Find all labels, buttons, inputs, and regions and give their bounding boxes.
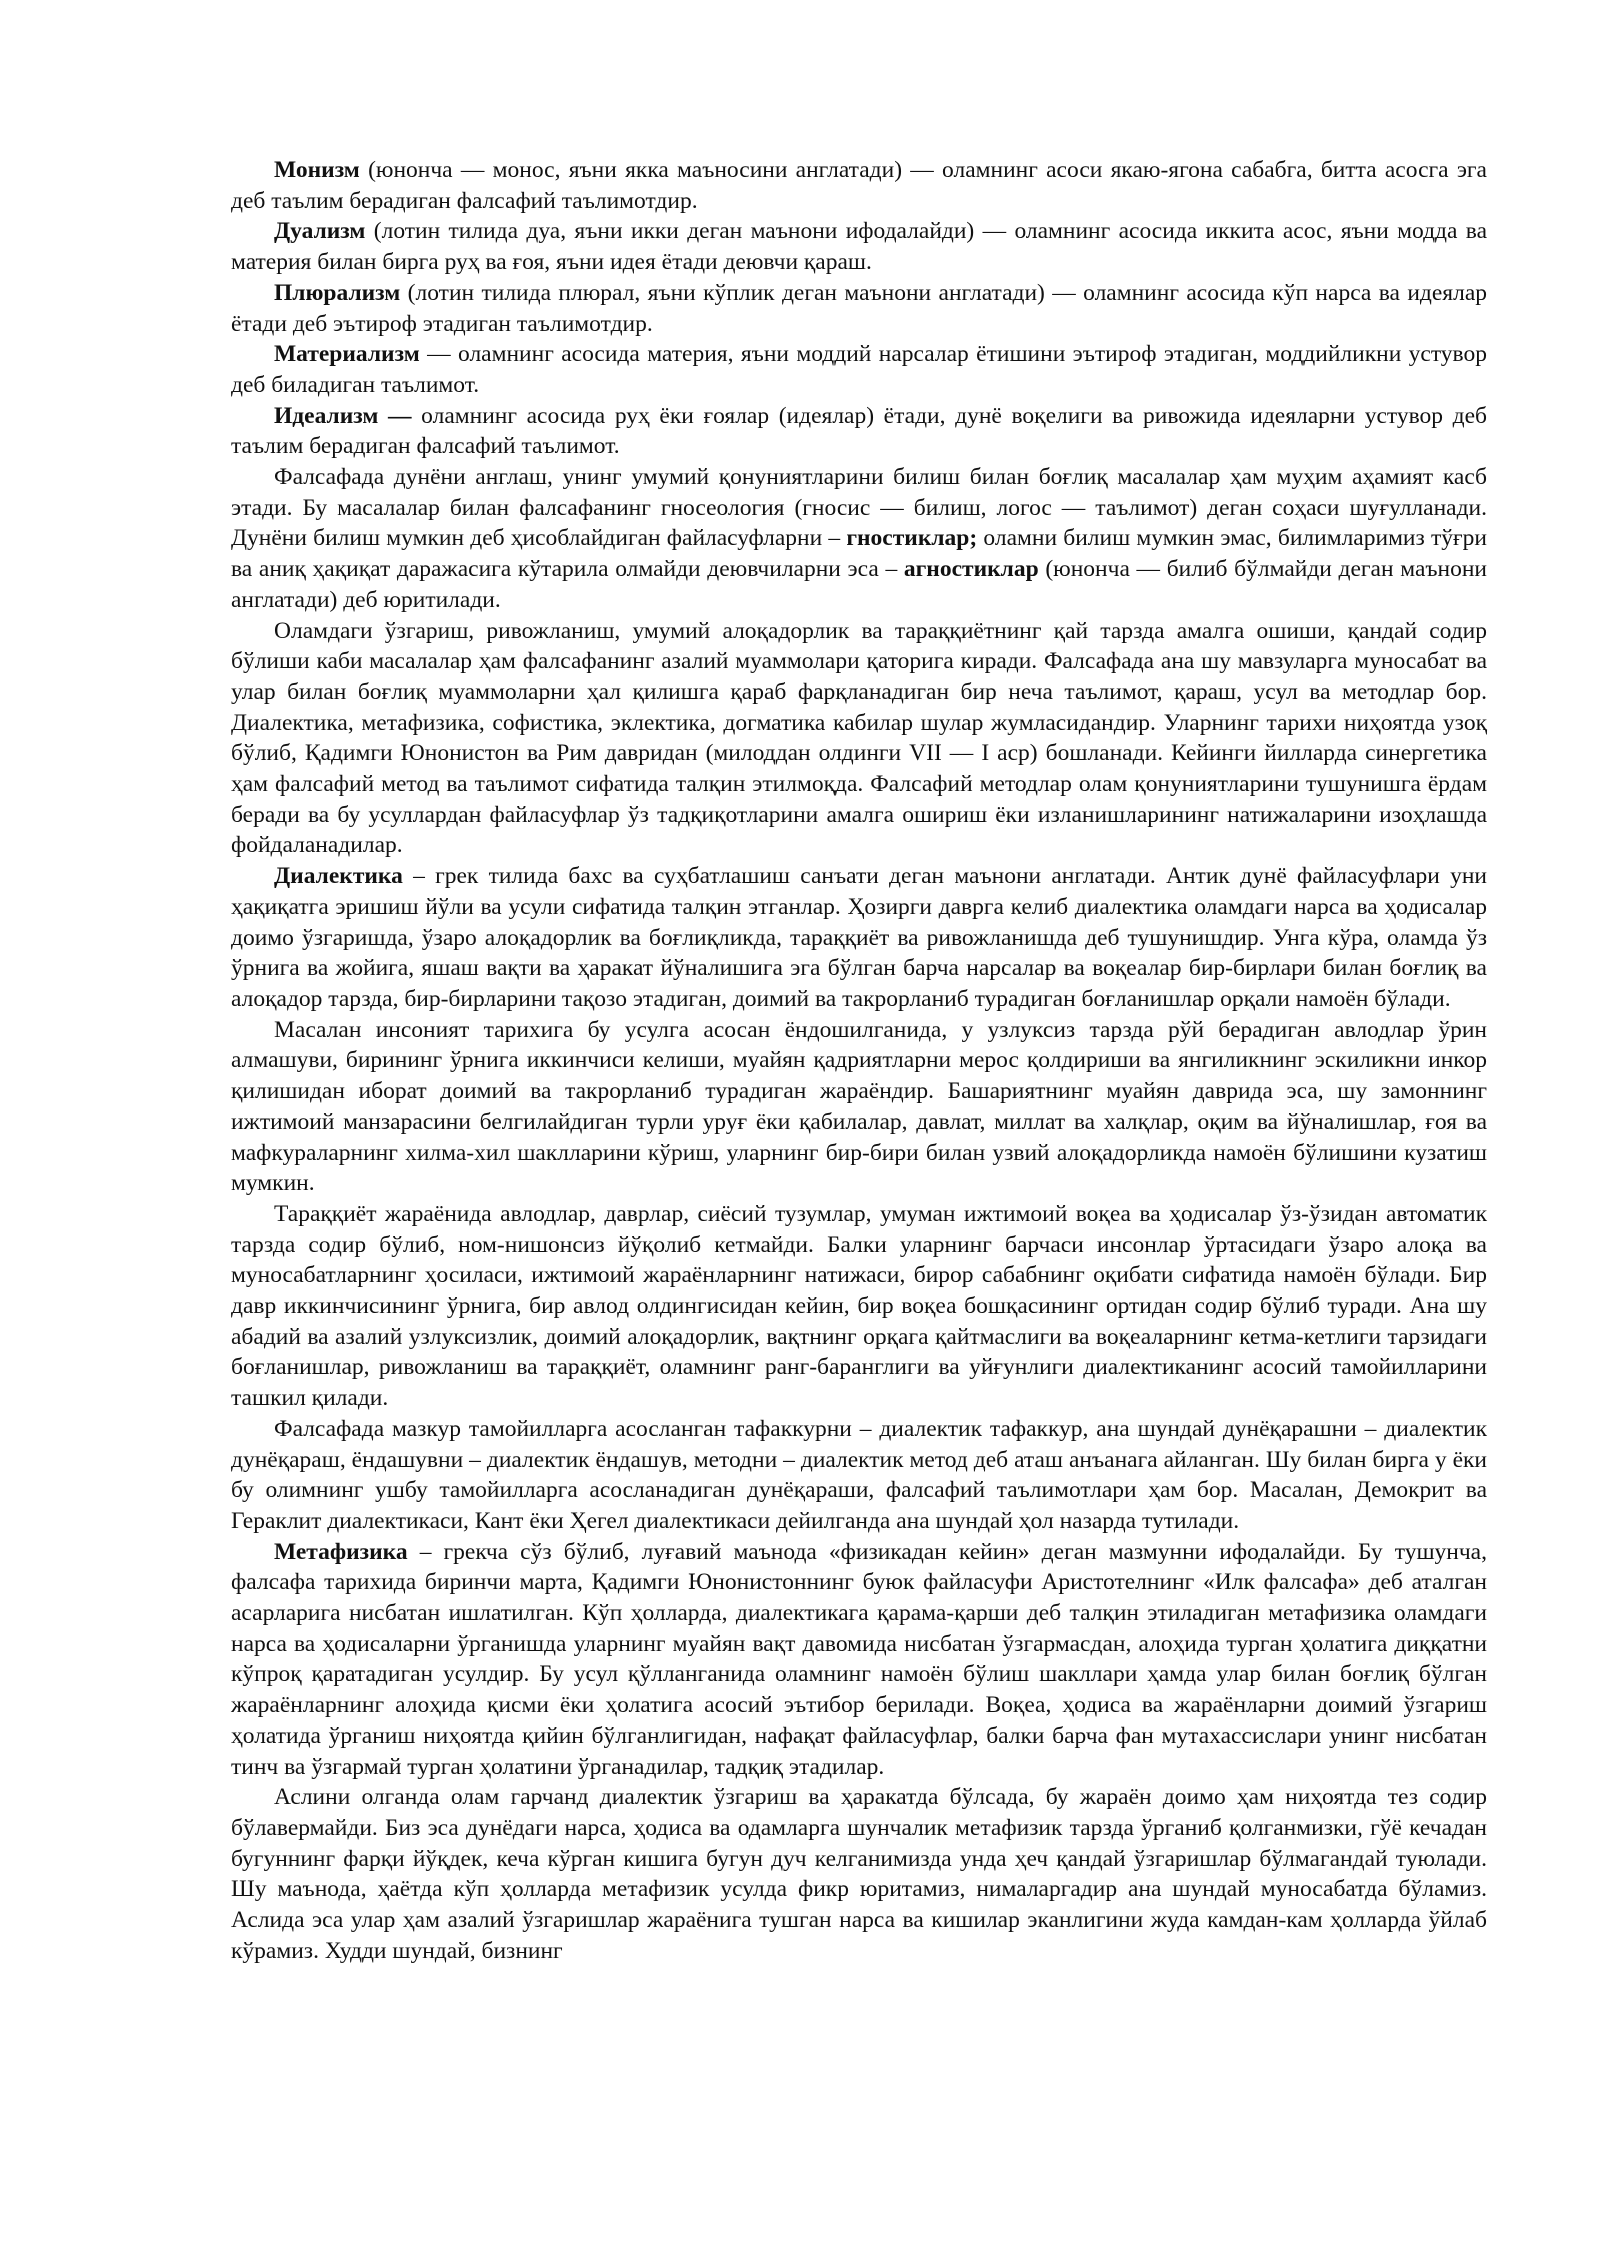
paragraph-history-example xyxy=(231,1015,1487,1199)
term-idealism: Идеализм — xyxy=(274,402,412,429)
definition-dialectics: – грек тилида бахс ва суҳбатлашиш санъати деган маънони англатади. Антик дунё файласуфлари уни ҳақиқатга эришиш йўли ва усули сифатида талқин этганлар. Ҳозирги даврга келиб диалектика оламдаги нарса ва ҳодисалар доимо ўзгаришда, ўзаро алоқадорлик ва боғлиқликда, тараққиёт ва ривожланишда деб тушунишдир. Унга кўра, оламда ўз ўрнига ва жойига, яшаш вақти ва ҳаракат йўналишига эга бўлган барча нарсалар ва воқеалар бир-бирлари билан боғлиқ ва алоқадор тарзда, бир-бирларини тақозо этадиган, доимий ва такрорланиб турадиган боғланишлар орқали намоён бўлади. xyxy=(231,863,1487,1012)
history-example-text: Масалан инсоният тарихига бу усулга асосан ёндошилганида, у узлуксиз тарзда рўй берадиган авлодлар ўрин алмашуви, бирининг ўрнига иккинчиси келиши, муайян қадриятларни мерос қолдириши ва янгиликнинг эскиликни инкор қилишидан иборат доимий ва такрорланиб турадиган жараёндир. Башариятнинг муайян даврида эса, шу замоннинг ижтимоий манзарасини белгилайдиган турли уруғ ёки қабилалар, давлат, миллат ва халқлар, оқим ва йўналишлар, ғоя ва мафкураларнинг хилма-хил шаклларини кўриш, уларнинг бир-бири билан узвий алоқадорликда намоён бўлишини кузатиш мумкин. xyxy=(231,1016,1487,1197)
gnoseology-tail: (юнонча — билиб бўлмайди деган маънони англатади) деб юритилади. xyxy=(231,556,1488,613)
definition-idealism: оламнинг асосида руҳ ёки ғоялар (идеялар) ётади, дунё воқелиги ва ривожида идеяларни устувор деб таълим берадиган фалсафий таълимот. xyxy=(231,402,1487,460)
term-gnostics: гностиклар; xyxy=(846,525,978,552)
term-dialectics: Диалектика xyxy=(274,863,403,890)
gnoseology-middle: оламни билиш мумкин эмас, билимларимиз тўғри ва аниқ ҳақиқат даражасига кўтарила олмайди деювчиларни эса – xyxy=(231,525,1487,583)
term-agnostics: агностиклар xyxy=(903,556,1039,583)
change-text: Аслини олганда олам гарчанд диалектик ўзгариш ва ҳаракатда бўлсада, бу жараён доимо ҳам ниҳоятда тез содир бўлавермайди. Биз эса дунёдаги нарса, ҳодиса ва одамларга шунчалик метафизик тарзда ўрганиб қолганмизки, гўё кечадан бугуннинг фарқи йўқдек, кеча кўрган кишига бугун дуч келганимизда унда ҳеч қандай ўзгаришлар бўлмагандай туюлади. Шу маънода, ҳаётда кўп ҳолларда метафизик усулда фикр юритамиз, нималаргадир ана шундай муносабатда бўламиз. Аслида эса улар ҳам азалий ўзгаришлар жараёнига тушган нарса ва кишилар эканлигини жуда камдан-кам ҳолларда ўйлаб кўрамиз. Худди шундай, бизнинг xyxy=(231,1784,1487,1964)
definition-metaphysics: – грекча сўз бўлиб, луғавий маънода «физикадан кейин» деган мазмунни ифодалайди. Бу тушунча, фалсафа тарихида биринчи марта, Қадимги Юнонистоннинг буюк файласуфи Аристотелнинг «Илк фалсафа» деб аталган асарларига нисбатан ишлатилган. Кўп ҳолларда, диалектикага қарама-қарши деб талқин этиладиган метафизика оламдаги нарса ва ҳодисаларни ўрганишда уларнинг муайян вақт давомида нисбатан ўзгармасдан, алоҳида турган ҳолатига диққатни кўпроқ қаратадиган усулдир. Бу усул қўлланганида оламнинг намоён бўлиш шакллари ҳамда улар билан боғлиқ бўлган жараёнларнинг алоҳида қисми ёки ҳолатига асосий эътибор берилади. Воқеа, ҳодиса ва жараёнларни доимий ўзгариш ҳолатида ўрганиш ниҳоятда қийин бўлганлигидан, нафақат файласуфлар, балки барча фан мутахассислари унинг нисбатан тинч ва ўзгармай турган ҳолатини ўрганадилар, тадқиқ этадилар. xyxy=(231,1538,1487,1780)
term-dualism: Дуализм xyxy=(274,218,366,245)
paragraph-pluralism xyxy=(231,278,1487,339)
definition-pluralism: (лотин тилида плюрал, яъни кўплик деган маънони англатади) — оламнинг асосида кўп нарса ва идеялар ётади деб эътироф этадиган таълимотдир. xyxy=(231,279,1487,337)
paragraph-materialism xyxy=(231,339,1487,400)
paragraph-monism xyxy=(231,155,1487,216)
progress-text: Тараққиёт жараёнида авлодлар, даврлар, сиёсий тузумлар, умуман ижтимоий воқеа ва ҳодисалар ўз-ўзидан автоматик тарзда содир бўлиб, ном-нишонсиз йўқолиб кетмайди. Балки уларнинг барчаси инсонлар ўртасидаги ўзаро алоқа ва муносабатларнинг ҳосиласи, ижтимоий жараёнларнинг натижаси, бирор сабабнинг оқибати сифатида намоён бўлади. Бир давр иккинчисининг ўрнига, бир авлод олдингисидан кейин, бир воқеа бошқасининг ортидан содир бўлиб туради. Ана шу абадий ва азалий узлуксизлик, доимий алоқадорлик, вақтнинг орқага қайтмаслиги ва воқеаларнинг кетма-кетлиги тарзидаги боғланишлар, ривожланиш ва тараққиёт, оламнинг ранг-баранглиги ва уйғунлиги диалектиканинг асосий тамойилларини ташкил қилади. xyxy=(231,1200,1487,1412)
paragraph-metaphysics xyxy=(231,1537,1487,1783)
definition-dualism: (лотин тилида дуа, яъни икки деган маънони ифодалайди) — оламнинг асосида иккита асос, яъни модда ва материя билан бирга руҳ ва ғоя, яъни идея ётади деювчи қараш. xyxy=(231,218,1487,276)
dialectical-thinking-text: Фалсафада мазкур тамойилларга асосланган тафаккурни – диалектик тафаккур, ана шундай дунёқарашни – диалектик дунёқараш, ёндашувни – диалектик ёндашув, методни – диалектик метод деб аташ анъанага айланган. Шу билан бирга у ёки бу олимнинг ушбу тамойилларга асосланадиган дунёқараши, фалсафий таълимотлари ҳам бор. Масалан, Демокрит ва Гераклит диалектикаси, Кант ёки Ҳегел диалектикаси дейилганда ана шундай ҳол назарда тутилади. xyxy=(231,1415,1487,1534)
term-materialism: Материализм xyxy=(274,341,420,368)
paragraph-dualism xyxy=(231,216,1487,277)
paragraph-idealism xyxy=(231,401,1487,462)
paragraph-methods xyxy=(231,616,1487,862)
term-pluralism: Плюрализм xyxy=(274,279,401,306)
document-page xyxy=(231,155,1487,1966)
gnoseology-lead: Фалсафада дунёни англаш, унинг умумий қонуниятларини билиш билан боғлиқ масалалар ҳам муҳим аҳамият касб этади. Бу масалалар билан фалсафанинг гносеология (гносис — билиш, логос — таълимот) деган соҳаси шуғулланади. Дунёни билиш мумкин деб ҳисоблайдиган файласуфларни – xyxy=(231,464,1487,552)
paragraph-dialectical-thinking xyxy=(231,1414,1487,1537)
paragraph-dialectics xyxy=(231,861,1487,1015)
paragraph-progress xyxy=(231,1199,1487,1414)
paragraph-change xyxy=(231,1782,1487,1966)
definition-materialism: — оламнинг асосида материя, яъни моддий нарсалар ётишини эътироф этадиган, моддийликни устувор деб биладиган таълимот. xyxy=(231,341,1487,398)
term-monism: Монизм xyxy=(274,157,360,183)
methods-text: Оламдаги ўзгариш, ривожланиш, умумий алоқадорлик ва тараққиётнинг қай тарзда амалга ошиши, қандай содир бўлиши каби масалалар ҳам фалсафанинг азалий муаммолари қаторига киради. Фалсафада ана шу мавзуларга муносабат ва улар билан боғлиқ муаммоларни ҳал қилишга қараб фарқланадиган бир неча таълимот, қараш, усул ва методлар бор. Диалектика, метафизика, софистика, эклектика, догматика кабилар шулар жумласидандир. Уларнинг тарихи ниҳоятда узоқ бўлиб, Қадимги Юнонистон ва Рим давридан (милоддан олдинги VII — I аср) бошланади. Кейинги йилларда синергетика ҳам фалсафий метод ва таълимот сифатида талқин этилмоқда. Фалсафий методлар олам қонуниятларини тушунишга ёрдам беради ва бу усуллардан файласуфлар ўз тадқиқотларини амалга ошириш ёки изланишларининг натижаларини изоҳлашда фойдаланадилар. xyxy=(231,617,1487,859)
definition-monism: (юнонча — монос, яъни якка маъносини англатади) — оламнинг асоси якаю-ягона сабабга, битта асосга эга деб таълим берадиган фалсафий таълимотдир. xyxy=(231,157,1487,214)
paragraph-gnoseology xyxy=(231,462,1487,616)
term-metaphysics: Метафизика xyxy=(274,1538,408,1565)
